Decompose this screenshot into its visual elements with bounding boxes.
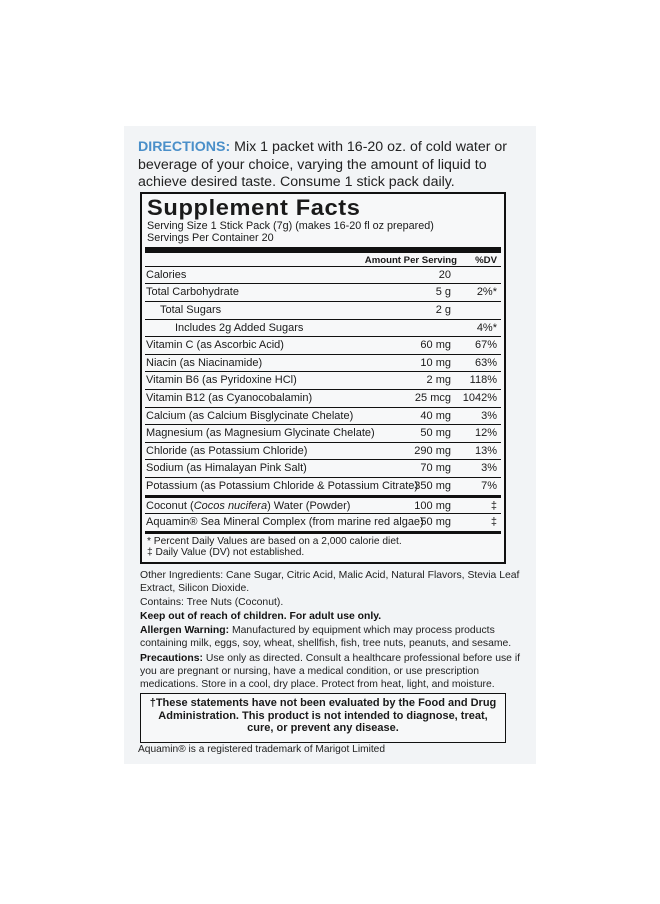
- nutrient-name: [146, 498, 350, 514]
- nutrient-amount: 5 g: [435, 286, 451, 299]
- precautions-text: Use only as directed. Consult a healthcare professional before use if you are pregnant or nursing, have a medical condition, or use prescription medications. Store in a cool, dry place. Protect from heat, light, and moisture.: [140, 652, 521, 690]
- other-ingredients: Other Ingredients: Cane Sugar, Citric Acid, Malic Acid, Natural Flavors, Stevia Leaf Extract, Silicon Dioxide.: [140, 570, 520, 595]
- name-part: ) Water (Powder): [267, 499, 351, 512]
- nutrient-amount: 290 mg: [414, 444, 451, 457]
- precautions-label: Precautions:: [140, 652, 203, 664]
- nutrient-name: Calcium (as Calcium Bisglycinate Chelate): [146, 409, 354, 422]
- nutrient-name: Niacin (as Niacinamide): [146, 356, 263, 369]
- nutrient-amount: 25 mcg: [414, 391, 451, 404]
- table-row: [145, 495, 501, 514]
- contains-text: Contains: Tree Nuts (Coconut).: [140, 597, 284, 609]
- allergen-warning: [140, 624, 524, 650]
- nutrient-name: Potassium (as Potassium Chloride & Potassium Citrate): [146, 479, 419, 492]
- other-info: [140, 569, 524, 691]
- precautions: [140, 652, 524, 691]
- table-row: [145, 424, 501, 442]
- nutrient-dv: 2%*: [476, 286, 497, 299]
- nutrient-name: Magnesium (as Magnesium Glycinate Chelate): [146, 427, 375, 440]
- table-row: [145, 459, 501, 477]
- directions-label: DIRECTIONS:: [138, 139, 231, 155]
- nutrient-name: [146, 514, 424, 530]
- nutrient-name: Total Sugars: [160, 304, 222, 316]
- table-row: [145, 301, 501, 319]
- nutrient-dv: 12%: [474, 427, 497, 440]
- nutrient-dv: 67%: [474, 339, 497, 352]
- table-row: [145, 407, 501, 425]
- trademark-note: Aquamin® is a registered trademark of Marigot Limited: [138, 744, 386, 755]
- allergen-label: Allergen Warning:: [140, 625, 230, 637]
- nutrient-name: Includes 2g Added Sugars: [175, 321, 304, 334]
- nutrient-amount: 40 mg: [420, 409, 451, 422]
- directions-text: [138, 139, 530, 192]
- header-amount: Amount Per Serving: [364, 254, 457, 266]
- servings-per-container: Servings Per Container 20: [147, 232, 274, 245]
- nutrient-name: Calories: [146, 268, 187, 281]
- nutrient-name: Vitamin C (as Ascorbic Acid): [146, 339, 284, 352]
- nutrient-amount: 70 mg: [420, 462, 451, 475]
- nutrient-amount: 60 mg: [420, 339, 451, 352]
- nutrient-name: Chloride (as Potassium Chloride): [146, 444, 308, 457]
- footnotes: [145, 531, 501, 559]
- serving-size: Serving Size 1 Stick Pack (7g) (makes 16-20 fl oz prepared): [147, 220, 434, 232]
- nutrient-dv: ‡: [490, 499, 497, 512]
- nutrient-name: Vitamin B12 (as Cyanocobalamin): [146, 391, 313, 404]
- supplement-facts-title: Supplement Facts: [147, 195, 361, 220]
- nutrient-amount: 10 mg: [420, 356, 451, 369]
- nutrient-amount: 350 mg: [414, 479, 451, 492]
- table-row: [145, 319, 501, 337]
- table-row: [145, 283, 501, 301]
- label-panel: [124, 126, 536, 764]
- nutrient-name: Total Carbohydrate: [146, 286, 239, 299]
- name-part: Coconut (: [146, 499, 194, 512]
- nutrient-amount: 50 mg: [420, 516, 451, 529]
- footnote-dagger: ‡ Daily Value (DV) not established.: [147, 547, 305, 559]
- nutrient-amount: 2 g: [435, 304, 451, 316]
- directions-body: Mix 1 packet with 16-20 oz. of cold water or beverage of your choice, varying the amount of liquid to achieve desired taste. Consume 1 stick pack daily.: [138, 139, 507, 191]
- supplement-facts-box: [140, 192, 506, 564]
- table-row: [145, 477, 501, 495]
- table-row: [145, 513, 501, 531]
- nutrient-dv: 63%: [474, 356, 497, 369]
- table-row: [145, 354, 501, 372]
- nutrient-amount: 100 mg: [414, 499, 451, 512]
- header-dv: %DV: [475, 254, 497, 266]
- nutrient-name: Sodium (as Himalayan Pink Salt): [146, 462, 307, 475]
- table-row: [145, 266, 501, 284]
- fda-disclaimer-box: †These statements have not been evaluated by the Food and Drug Administration. This product is not intended to diagnose, treat, cure, or prevent any disease.: [140, 693, 506, 743]
- keep-out-warning: [140, 610, 524, 623]
- nutrient-dv: 3%: [481, 409, 497, 422]
- table-header: [145, 253, 501, 266]
- table-row: [145, 389, 501, 407]
- latin-name: Cocos nucifera: [193, 499, 268, 512]
- nutrient-dv: 1042%: [462, 391, 497, 404]
- footnote-dv: * Percent Daily Values are based on a 2,000 calorie diet.: [147, 535, 402, 547]
- nutrient-amount: 2 mg: [426, 374, 451, 387]
- nutrient-dv: ‡: [490, 516, 497, 529]
- nutrient-dv: 3%: [481, 462, 497, 475]
- keep-out-text: Keep out of reach of children. For adult use only.: [140, 611, 382, 623]
- table-row: [145, 371, 501, 389]
- nutrient-amount: 50 mg: [420, 427, 451, 440]
- nutrient-dv: 13%: [474, 444, 497, 457]
- nutrient-dv: 7%: [481, 479, 497, 492]
- nutrient-amount: 20: [438, 268, 451, 281]
- nutrient-name: Vitamin B6 (as Pyridoxine HCl): [146, 374, 297, 387]
- table-row: [145, 336, 501, 354]
- allergen-text: Manufactured by equipment which may process products containing milk, eggs, soy, wheat, shellfish, fish, tree nuts, peanuts, and sesame.: [140, 625, 512, 650]
- table-row: [145, 442, 501, 460]
- name-part: Aquamin® Sea Mineral Complex (from marine red algae): [146, 516, 424, 529]
- nutrient-dv: 118%: [469, 374, 497, 387]
- nutrient-dv: 4%*: [476, 321, 497, 334]
